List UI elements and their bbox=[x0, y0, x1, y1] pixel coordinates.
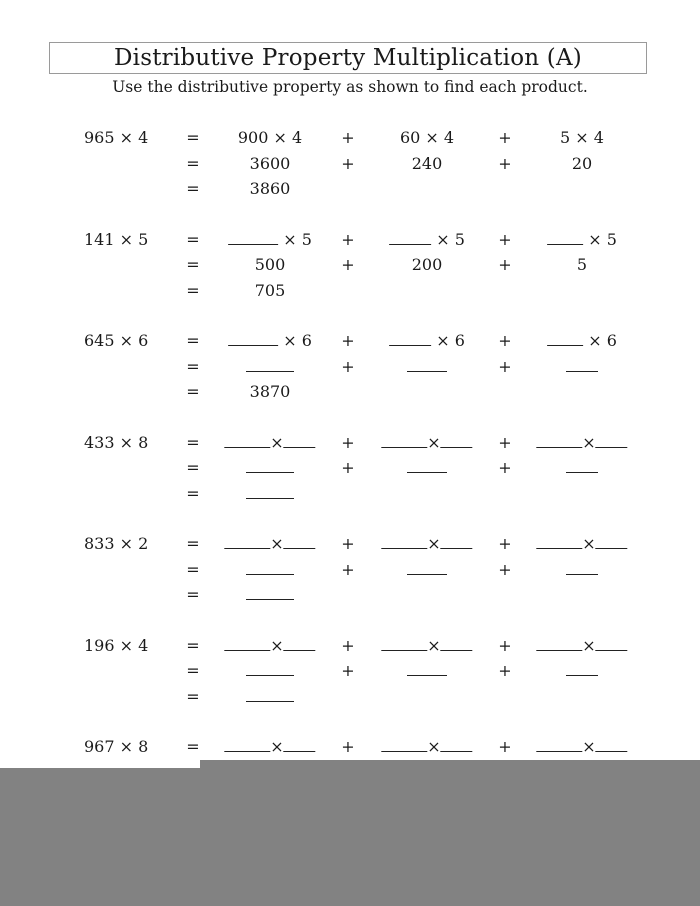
partial-product-value: 200 bbox=[411, 255, 443, 274]
plus-sign: + bbox=[498, 229, 512, 249]
plus-sign: + bbox=[498, 458, 512, 477]
multiplier-blank[interactable] bbox=[284, 636, 316, 651]
partial-product-value: 20 bbox=[571, 153, 593, 173]
equals-sign: = bbox=[186, 458, 200, 477]
partial-product bbox=[250, 154, 291, 174]
expanded-term bbox=[224, 433, 315, 453]
place-value-blank[interactable] bbox=[224, 534, 270, 549]
plus-sign: + bbox=[498, 737, 512, 756]
multiplier-blank[interactable] bbox=[441, 433, 473, 448]
equals-sign: = bbox=[186, 635, 200, 655]
expanded-term bbox=[389, 230, 465, 250]
partial-product[interactable] bbox=[246, 661, 294, 681]
equals-sign: = bbox=[186, 280, 200, 300]
times-sign: × bbox=[270, 737, 284, 756]
place-value-blank[interactable] bbox=[224, 433, 270, 448]
partial-product[interactable] bbox=[407, 357, 447, 377]
final-answer-value: 3860 bbox=[249, 179, 291, 198]
problem-expression: 965 × 4 bbox=[84, 128, 149, 147]
plus-sign: + bbox=[341, 255, 355, 274]
expanded-term bbox=[228, 331, 312, 351]
equals-sign: = bbox=[186, 229, 200, 249]
final-answer bbox=[250, 382, 291, 402]
place-value-blank[interactable] bbox=[389, 230, 431, 245]
expanded-term bbox=[560, 128, 604, 148]
equals-sign: = bbox=[186, 737, 200, 756]
times-sign: × bbox=[270, 635, 284, 655]
equals-sign: = bbox=[186, 483, 200, 503]
times-sign: × bbox=[582, 534, 596, 553]
multiplier-blank[interactable] bbox=[441, 737, 473, 752]
times-sign: × bbox=[582, 737, 596, 756]
times-sign: × bbox=[582, 635, 596, 655]
expanded-term bbox=[381, 737, 472, 757]
partial-product bbox=[412, 255, 443, 275]
plus-sign: + bbox=[498, 432, 512, 452]
multiplier-text: × 5 bbox=[588, 229, 617, 249]
partial-product-blank[interactable] bbox=[246, 661, 294, 676]
place-value-blank[interactable] bbox=[381, 534, 427, 549]
expanded-term bbox=[536, 737, 627, 757]
expanded-term bbox=[381, 636, 472, 656]
times-sign: × bbox=[427, 737, 441, 756]
place-value-blank[interactable] bbox=[389, 331, 431, 346]
expanded-term bbox=[536, 636, 627, 656]
problem-expression: 433 × 8 bbox=[84, 432, 149, 452]
expanded-term bbox=[536, 433, 627, 453]
plus-sign: + bbox=[341, 432, 355, 452]
multiplier-blank[interactable] bbox=[284, 534, 316, 549]
final-answer-blank[interactable] bbox=[246, 687, 294, 702]
multiplier-text: × 5 bbox=[283, 229, 312, 249]
plus-sign: + bbox=[341, 661, 355, 680]
place-value-blank[interactable] bbox=[224, 737, 270, 752]
plus-sign: + bbox=[498, 559, 512, 579]
times-sign: × bbox=[270, 432, 284, 452]
multiplier-blank[interactable] bbox=[596, 433, 628, 448]
problem-expression: 967 × 8 bbox=[84, 737, 149, 756]
expanded-term-text: 5 × 4 bbox=[560, 128, 604, 147]
partial-product-blank[interactable] bbox=[246, 458, 294, 473]
plus-sign: + bbox=[498, 356, 512, 376]
multiplier-blank[interactable] bbox=[596, 636, 628, 651]
times-sign: × bbox=[582, 432, 596, 452]
partial-product-value: 3600 bbox=[249, 153, 291, 173]
expanded-term bbox=[224, 534, 315, 554]
place-value-blank[interactable] bbox=[224, 636, 270, 651]
expanded-term-text: 900 × 4 bbox=[237, 128, 303, 147]
place-value-blank[interactable] bbox=[381, 433, 427, 448]
equals-sign: = bbox=[186, 356, 200, 376]
partial-product-blank[interactable] bbox=[246, 357, 294, 372]
expanded-term bbox=[536, 534, 627, 554]
partial-product[interactable] bbox=[246, 458, 294, 478]
partial-product[interactable] bbox=[566, 458, 598, 478]
plus-sign: + bbox=[341, 635, 355, 655]
partial-product[interactable] bbox=[566, 661, 598, 681]
partial-product[interactable] bbox=[407, 661, 447, 681]
partial-product[interactable] bbox=[246, 560, 294, 580]
problem-expression: 833 × 2 bbox=[84, 534, 149, 553]
expanded-term bbox=[224, 636, 315, 656]
place-value-blank[interactable] bbox=[547, 331, 583, 346]
plus-sign: + bbox=[498, 534, 512, 553]
partial-product-blank[interactable] bbox=[407, 357, 447, 372]
partial-product-blank[interactable] bbox=[566, 661, 598, 676]
expanded-term bbox=[381, 534, 472, 554]
plus-sign: + bbox=[341, 534, 355, 553]
plus-sign: + bbox=[341, 737, 355, 756]
plus-sign: + bbox=[341, 153, 355, 173]
partial-product-value: 5 bbox=[576, 255, 588, 274]
partial-product-blank[interactable] bbox=[407, 458, 447, 473]
place-value-blank[interactable] bbox=[228, 331, 278, 346]
partial-product-value: 240 bbox=[411, 153, 443, 173]
instructions: Use the distributive property as shown to find each product. bbox=[112, 78, 588, 96]
partial-product bbox=[412, 154, 443, 174]
partial-product[interactable] bbox=[246, 357, 294, 377]
multiplier-blank[interactable] bbox=[596, 737, 628, 752]
expanded-term bbox=[547, 230, 617, 250]
final-answer[interactable] bbox=[246, 687, 294, 707]
equals-sign: = bbox=[186, 559, 200, 579]
place-value-blank[interactable] bbox=[381, 636, 427, 651]
equals-sign: = bbox=[186, 128, 200, 147]
equals-sign: = bbox=[186, 534, 200, 553]
plus-sign: + bbox=[341, 331, 355, 350]
multiplier-text: × 6 bbox=[588, 331, 617, 350]
multiplier-blank[interactable] bbox=[441, 636, 473, 651]
final-answer-value: 3870 bbox=[249, 382, 291, 401]
problem-expression: 141 × 5 bbox=[84, 229, 149, 249]
expanded-term bbox=[400, 128, 454, 148]
plus-sign: + bbox=[498, 255, 512, 274]
partial-product bbox=[255, 255, 286, 275]
place-value-blank[interactable] bbox=[547, 230, 583, 245]
final-answer[interactable] bbox=[246, 484, 294, 504]
times-sign: × bbox=[427, 432, 441, 452]
partial-product[interactable] bbox=[566, 357, 598, 377]
place-value-blank[interactable] bbox=[536, 433, 582, 448]
final-answer-blank[interactable] bbox=[246, 585, 294, 600]
plus-sign: + bbox=[498, 635, 512, 655]
place-value-blank[interactable] bbox=[536, 534, 582, 549]
equals-sign: = bbox=[186, 179, 200, 198]
final-answer[interactable] bbox=[246, 585, 294, 605]
plus-sign: + bbox=[341, 128, 355, 147]
partial-product[interactable] bbox=[407, 458, 447, 478]
times-sign: × bbox=[427, 635, 441, 655]
equals-sign: = bbox=[186, 153, 200, 173]
problem-expression: 645 × 6 bbox=[84, 331, 149, 350]
multiplier-blank[interactable] bbox=[284, 737, 316, 752]
plus-sign: + bbox=[341, 356, 355, 376]
expanded-term bbox=[224, 737, 315, 757]
equals-sign: = bbox=[186, 382, 200, 401]
expanded-term bbox=[381, 433, 472, 453]
partial-product-blank[interactable] bbox=[246, 560, 294, 575]
expanded-term bbox=[238, 128, 302, 148]
partial-product[interactable] bbox=[566, 560, 598, 580]
plus-sign: + bbox=[498, 661, 512, 680]
page-title: Distributive Property Multiplication (A) bbox=[114, 45, 582, 71]
equals-sign: = bbox=[186, 432, 200, 452]
partial-product bbox=[572, 154, 592, 174]
plus-sign: + bbox=[341, 229, 355, 249]
multiplier-blank[interactable] bbox=[596, 534, 628, 549]
plus-sign: + bbox=[498, 153, 512, 173]
partial-product-blank[interactable] bbox=[566, 357, 598, 372]
final-answer bbox=[250, 179, 291, 199]
final-answer-value: 705 bbox=[254, 280, 286, 300]
equals-sign: = bbox=[186, 686, 200, 706]
equals-sign: = bbox=[186, 255, 200, 274]
expanded-term bbox=[228, 230, 312, 250]
equals-sign: = bbox=[186, 585, 200, 604]
problem-expression: 196 × 4 bbox=[84, 635, 149, 655]
place-value-blank[interactable] bbox=[536, 737, 582, 752]
place-value-blank[interactable] bbox=[381, 737, 427, 752]
expanded-term bbox=[547, 331, 617, 351]
equals-sign: = bbox=[186, 661, 200, 680]
partial-product-value: 500 bbox=[254, 255, 286, 274]
expanded-term-text: 60 × 4 bbox=[399, 128, 455, 147]
place-value-blank[interactable] bbox=[536, 636, 582, 651]
plus-sign: + bbox=[498, 331, 512, 350]
partial-product-blank[interactable] bbox=[407, 661, 447, 676]
partial-product bbox=[577, 255, 587, 275]
partial-product-blank[interactable] bbox=[566, 560, 598, 575]
multiplier-text: × 5 bbox=[436, 229, 465, 249]
equals-sign: = bbox=[186, 331, 200, 350]
plus-sign: + bbox=[498, 128, 512, 147]
partial-product[interactable] bbox=[407, 560, 447, 580]
occluding-overlay bbox=[0, 768, 700, 906]
times-sign: × bbox=[427, 534, 441, 553]
multiplier-text: × 6 bbox=[283, 331, 312, 350]
times-sign: × bbox=[270, 534, 284, 553]
multiplier-blank[interactable] bbox=[441, 534, 473, 549]
plus-sign: + bbox=[341, 458, 355, 477]
final-answer-blank[interactable] bbox=[246, 484, 294, 499]
partial-product-blank[interactable] bbox=[407, 560, 447, 575]
partial-product-blank[interactable] bbox=[566, 458, 598, 473]
multiplier-blank[interactable] bbox=[284, 433, 316, 448]
place-value-blank[interactable] bbox=[228, 230, 278, 245]
plus-sign: + bbox=[341, 559, 355, 579]
multiplier-text: × 6 bbox=[436, 331, 465, 350]
final-answer bbox=[255, 281, 286, 301]
expanded-term bbox=[389, 331, 465, 351]
